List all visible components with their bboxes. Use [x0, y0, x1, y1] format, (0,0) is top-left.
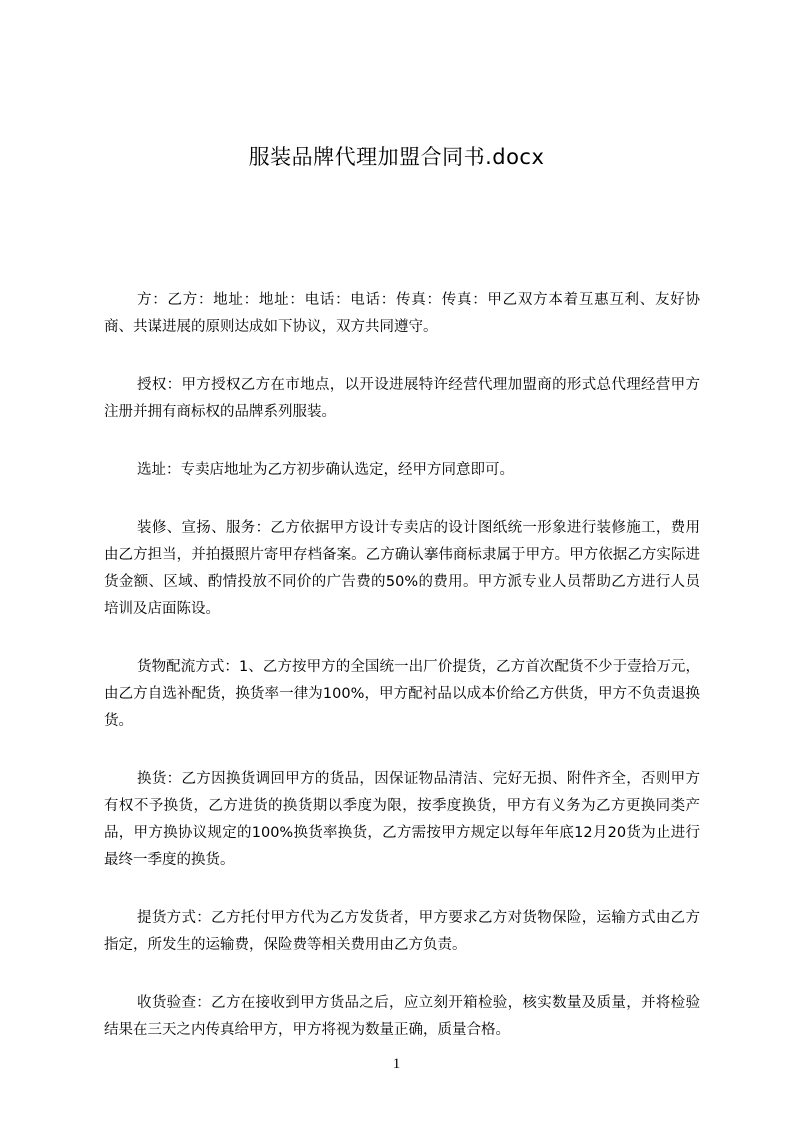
paragraph-parties: 方：乙方：地址：地址：电话：电话：传真：传真：甲乙双方本着互惠互利、友好协商、共谋进展的原则达成如下协议，双方共同遵守。 [104, 292, 700, 335]
page-number: 1 [392, 1056, 401, 1072]
paragraph-exchange: 换货：乙方因换货调回甲方的货品，因保证物品清洁、完好无损、附件齐全，否则甲方有权不予换货，乙方进货的换货期以季度为限，按季度换货，甲方有义务为乙方更换同类产品，甲方换协议规定的100%换货率换货，乙方需按甲方规定以每年年底12月20货为止进行最终一季度的换货。 [104, 771, 700, 868]
paragraph-delivery: 提货方式：乙方托付甲方代为乙方发货者，甲方要求乙方对货物保险，运输方式由乙方指定，所发生的运输费，保险费等相关费用由乙方负责。 [104, 910, 700, 953]
document-body [104, 287, 700, 1075]
document-title: 服装品牌代理加盟合同书.docx [248, 145, 545, 169]
paragraph-authorization: 授权：甲方授权乙方在市地点，以开设进展特许经营代理加盟商的形式总代理经营甲方注册并拥有商标权的品牌系列服装。 [104, 377, 700, 420]
paragraph-distribution: 货物配流方式：1、乙方按甲方的全国统一出厂价提货，乙方首次配货不少于壹拾万元，由乙方自选补配货，换货率一律为100%，甲方配衬品以成本价给乙方供货，甲方不负责退换货。 [104, 659, 700, 729]
paragraph-inspection: 收货验查：乙方在接收到甲方货品之后，应立刻开箱检验，核实数量及质量，并将检验结果在三天之内传真给甲方，甲方将视为数量正确，质量合格。 [104, 995, 700, 1038]
paragraph-site-selection: 选址：专卖店地址为乙方初步确认选定，经甲方同意即可。 [137, 462, 514, 478]
paragraph-decoration-promotion: 装修、宣扬、服务：乙方依据甲方设计专卖店的设计图纸统一形象进行装修施工，费用由乙方担当，并拍摄照片寄甲存档备案。乙方确认搴伟商标隶属于甲方。甲方依据乙方实际进货金额、区域、酌情投放不同价的广告费的50%的费用。甲方派专业人员帮助乙方进行人员培训及店面陈设。 [104, 520, 700, 617]
